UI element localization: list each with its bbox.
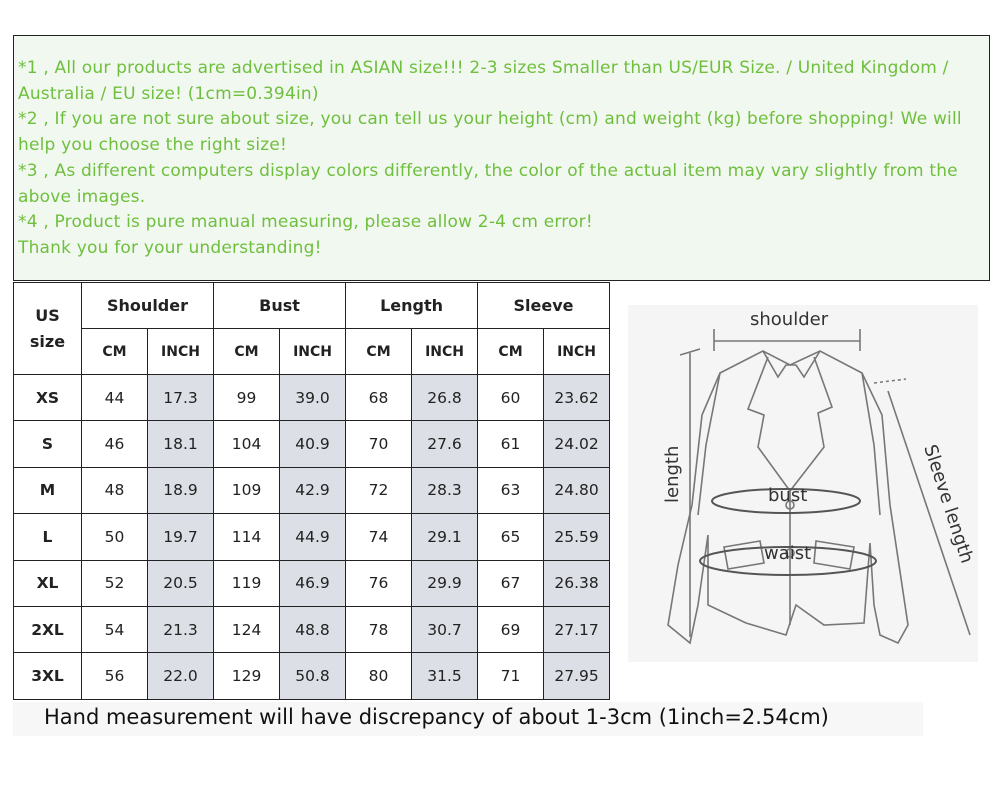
- table-cell: 26.38: [544, 560, 610, 606]
- table-cell: 74: [346, 514, 412, 560]
- size-column-header: [14, 283, 82, 375]
- table-cell: 39.0: [280, 375, 346, 421]
- table-cell: 20.5: [148, 560, 214, 606]
- table-cell: 60: [478, 375, 544, 421]
- footer-note-bar: [13, 702, 923, 736]
- shoulder-label: shoulder: [750, 309, 829, 330]
- table-row: [14, 653, 610, 699]
- left-sleeve-seam: [698, 373, 720, 515]
- table-row: [14, 421, 610, 467]
- table-cell: 52: [82, 560, 148, 606]
- table-cell: 42.9: [280, 467, 346, 513]
- unit-header: INCH: [412, 329, 478, 375]
- table-cell: 18.9: [148, 467, 214, 513]
- notice-line-3: *3 , As different computers display colors differently, the color of the actual item may vary slightly from the above images.: [18, 160, 958, 207]
- unit-header: CM: [346, 329, 412, 375]
- table-cell: 61: [478, 421, 544, 467]
- table-cell: 124: [214, 606, 280, 652]
- table-cell: 24.02: [544, 421, 610, 467]
- left-pocket: [724, 541, 764, 569]
- table-cell: 50.8: [280, 653, 346, 699]
- table-cell: 68: [346, 375, 412, 421]
- sleeve-length-label: Sleeve length: [919, 442, 978, 566]
- table-cell: 27.95: [544, 653, 610, 699]
- table-cell: 48: [82, 467, 148, 513]
- table-cell: 26.8: [412, 375, 478, 421]
- table-cell: 65: [478, 514, 544, 560]
- size-cell: XL: [14, 560, 82, 606]
- table-cell: 30.7: [412, 606, 478, 652]
- table-row: [14, 375, 610, 421]
- table-cell: 114: [214, 514, 280, 560]
- table-cell: 25.59: [544, 514, 610, 560]
- notice-line-4: *4 , Product is pure manual measuring, please allow 2-4 cm error!: [18, 212, 593, 233]
- jacket-measurement-diagram: [628, 305, 978, 662]
- unit-header: CM: [214, 329, 280, 375]
- size-table-body: [14, 375, 610, 700]
- unit-header: CM: [82, 329, 148, 375]
- table-cell: 40.9: [280, 421, 346, 467]
- size-cell: XS: [14, 375, 82, 421]
- table-cell: 71: [478, 653, 544, 699]
- table-cell: 29.1: [412, 514, 478, 560]
- table-cell: 72: [346, 467, 412, 513]
- table-cell: 46.9: [280, 560, 346, 606]
- table-cell: 21.3: [148, 606, 214, 652]
- header-sleeve: Sleeve: [478, 283, 610, 329]
- bust-label: bust: [768, 485, 808, 506]
- table-cell: 129: [214, 653, 280, 699]
- table-cell: 23.62: [544, 375, 610, 421]
- table-cell: 67: [478, 560, 544, 606]
- size-header-us: US: [35, 305, 60, 325]
- size-chart-table: [13, 282, 610, 700]
- size-cell: S: [14, 421, 82, 467]
- table-cell: 56: [82, 653, 148, 699]
- table-cell: 18.1: [148, 421, 214, 467]
- unit-header: CM: [478, 329, 544, 375]
- size-header-size: size: [29, 331, 66, 351]
- jacket-illustration: [628, 305, 978, 662]
- table-row: [14, 514, 610, 560]
- table-cell: 109: [214, 467, 280, 513]
- size-cell: L: [14, 514, 82, 560]
- table-cell: 70: [346, 421, 412, 467]
- table-cell: 24.80: [544, 467, 610, 513]
- table-cell: 17.3: [148, 375, 214, 421]
- table-cell: 29.9: [412, 560, 478, 606]
- length-label: length: [662, 445, 683, 503]
- notice-line-2: *2 , If you are not sure about size, you can tell us your height (cm) and weight (kg) before shopping! We will help you choose the right size!: [18, 109, 962, 156]
- header-length: Length: [346, 283, 478, 329]
- footer-note: Hand measurement will have discrepancy of about 1-3cm (1inch=2.54cm): [44, 705, 829, 729]
- size-cell: M: [14, 467, 82, 513]
- unit-header: INCH: [280, 329, 346, 375]
- table-cell: 76: [346, 560, 412, 606]
- header-bust: Bust: [214, 283, 346, 329]
- table-cell: 63: [478, 467, 544, 513]
- header-shoulder: Shoulder: [82, 283, 214, 329]
- table-cell: 48.8: [280, 606, 346, 652]
- table-cell: 69: [478, 606, 544, 652]
- right-pocket: [814, 541, 854, 569]
- table-cell: 28.3: [412, 467, 478, 513]
- table-row: [14, 560, 610, 606]
- table-cell: 27.17: [544, 606, 610, 652]
- table-row: [14, 467, 610, 513]
- table-cell: 19.7: [148, 514, 214, 560]
- right-sleeve-seam: [862, 373, 880, 515]
- table-cell: 46: [82, 421, 148, 467]
- notice-thanks: Thank you for your understanding!: [18, 237, 322, 258]
- table-cell: 44.9: [280, 514, 346, 560]
- table-cell: 44: [82, 375, 148, 421]
- table-cell: 104: [214, 421, 280, 467]
- table-cell: 80: [346, 653, 412, 699]
- size-notice-box: [13, 35, 990, 281]
- unit-header: INCH: [544, 329, 610, 375]
- waist-label: waist: [764, 543, 812, 564]
- right-lapel: [790, 357, 832, 491]
- table-cell: 78: [346, 606, 412, 652]
- table-cell: 54: [82, 606, 148, 652]
- left-lapel: [748, 357, 790, 491]
- sleeve-tick-top: [874, 379, 906, 383]
- table-cell: 31.5: [412, 653, 478, 699]
- notice-line-1: *1 , All our products are advertised in ASIAN size!!! 2-3 sizes Smaller than US/EUR Size. / United Kingdom / Australia / EU size! (1cm=0.394in): [18, 58, 949, 104]
- size-cell: 3XL: [14, 653, 82, 699]
- table-cell: 50: [82, 514, 148, 560]
- table-cell: 27.6: [412, 421, 478, 467]
- table-cell: 99: [214, 375, 280, 421]
- table-cell: 119: [214, 560, 280, 606]
- size-cell: 2XL: [14, 606, 82, 652]
- table-cell: 22.0: [148, 653, 214, 699]
- unit-header: INCH: [148, 329, 214, 375]
- table-row: [14, 606, 610, 652]
